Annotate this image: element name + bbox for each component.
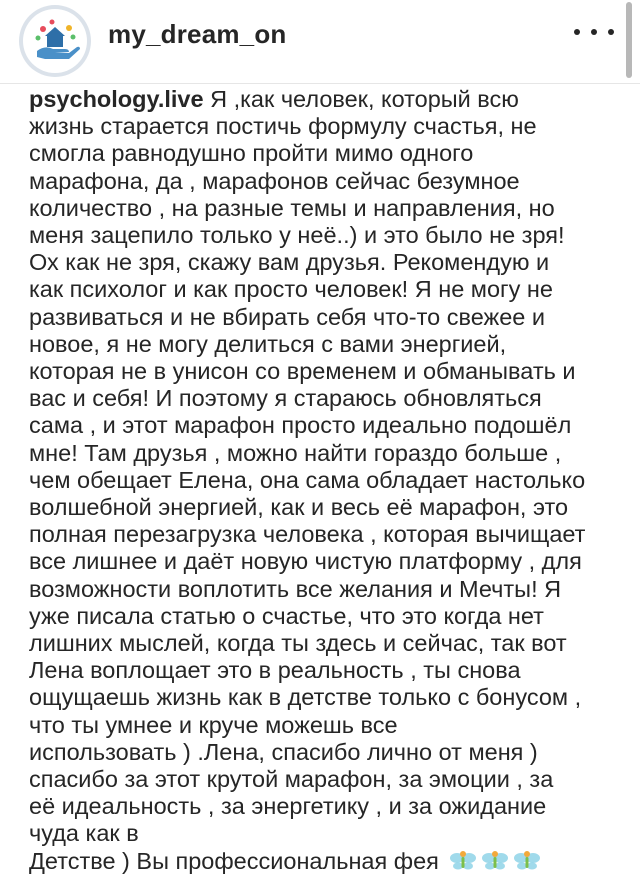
dot-icon: [591, 29, 597, 35]
caption-text: Я ,как человек, который всю жизнь старается постичь формулу счастья, не смогла равнодушно пройти мимо одного марафона, да , марафонов сейчас безумное количество , на разные темы и направления, но меня зацепило только у неё..) и это было не зря! Ох как не зря, скажу вам друзья. Рекомендую и как психолог и как просто человек! Я не могу не развиваться и не вбирать себя что-то свежее и новое, я не могу делиться с вами энергией, которая не в унисон со временем и обманывать и вас и себя! И поэтому я стараюсь обновляться сама , и этот марафон просто идеально подошёл мне! Там друзья , можно найти гораздо больше , чем обещает Елена, она сама обладает настолько волшебной энергией, как и весь её марафон, это полная перезагрузка человека , которая вычищает все лишнее и даёт новую чистую платформу , для возможности воплотить все желания и Мечты! Я уже писала статью о счастье, что это когда нет лишних мыслей, когда ты здесь и сейчас, так вот Лена воплощает это в реальность , ты снова ощущаешь жизнь как в детстве только с бонусом , что ты умнее и круче можешь все использовать ) .Лена, спасибо лично от меня ) спасибо за этот крутой марафон, за эмоции , за её идеальность , за энергетику , и за ожидание чуда как в Детстве ) Вы профессиональная фея: [29, 86, 586, 874]
fairy-icon: [513, 849, 541, 873]
caption-author[interactable]: psychology.live: [29, 86, 204, 112]
fairy-icon: [449, 849, 477, 873]
post-caption: [29, 86, 629, 875]
fairy-emoji-group: [445, 848, 541, 874]
post-header: [0, 0, 640, 84]
charity-hand-hearts-icon: [23, 9, 87, 73]
dot-icon: [574, 29, 580, 35]
fairy-icon: [481, 849, 509, 873]
more-options-icon[interactable]: [574, 17, 614, 47]
scrollbar[interactable]: [626, 2, 632, 78]
dot-icon: [608, 29, 614, 35]
avatar[interactable]: [19, 5, 91, 77]
post-username[interactable]: my_dream_on: [108, 19, 287, 49]
